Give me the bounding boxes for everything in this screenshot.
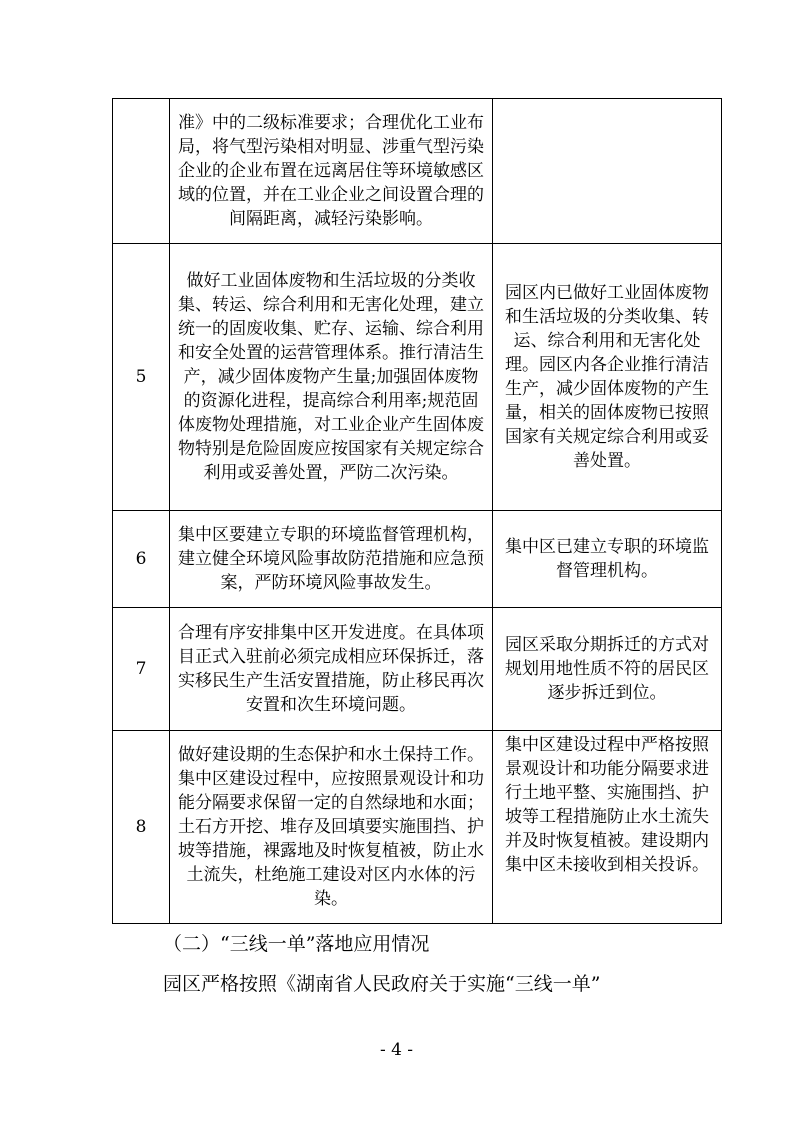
row-number xyxy=(113,99,170,244)
measure-cell xyxy=(170,608,493,731)
measure-cell xyxy=(170,511,493,608)
measure-cell xyxy=(170,99,493,244)
status-cell xyxy=(493,731,722,924)
table-row xyxy=(113,511,722,608)
body-paragraph: 园区严格按照《湖南省人民政府关于实施“三线一单” xyxy=(163,973,601,995)
status-text: 集中区已建立专职的环境监督管理机构。 xyxy=(505,537,709,581)
measure-text: 合理有序安排集中区开发进度。在具体项目正式入驻前必须完成相应环保拆迁，落实移民生产生活安置措施，防止移民再次安置和次生环境问题。 xyxy=(178,623,484,715)
table-row xyxy=(113,244,722,511)
row-number: 8 xyxy=(113,731,170,924)
measure-cell xyxy=(170,731,493,924)
status-text: 园区内已做好工业固体废物和生活垃圾的分类收集、转运、综合利用和无害化处理。园区内各企业推行清洁生产，减少固体废物的产生量，相关的固体废物已按照国家有关规定综合利用或妥善处置。 xyxy=(505,283,709,471)
status-text: 集中区建设过程中严格按照景观设计和功能分隔要求进行土地平整、实施围挡、护坡等工程措施防止水土流失并及时恢复植被。建设期内集中区未接收到相关投诉。 xyxy=(505,735,709,875)
table-row xyxy=(113,731,722,924)
measure-cell xyxy=(170,244,493,511)
status-text: 园区采取分期拆迁的方式对规划用地性质不符的居民区逐步拆迁到位。 xyxy=(505,635,709,703)
measure-text: 做好建设期的生态保护和水土保持工作。集中区建设过程中，应按照景观设计和功能分隔要求保留一定的自然绿地和水面；土石方开挖、堆存及回填要实施围挡、护坡等措施，裸露地及时恢复植被，防止水土流失，杜绝施工建设对区内水体的污染。 xyxy=(178,745,484,909)
row-number: 5 xyxy=(113,244,170,511)
measure-text: 集中区要建立专职的环境监督管理机构，建立健全环境风险事故防范措施和应急预案，严防环境风险事故发生。 xyxy=(178,525,484,593)
table-row xyxy=(113,608,722,731)
measures-table xyxy=(112,98,722,924)
page-number: - 4 - xyxy=(379,1040,414,1060)
row-number: 7 xyxy=(113,608,170,731)
section-heading: （二）“三线一单”落地应用情况 xyxy=(163,933,430,955)
status-cell xyxy=(493,244,722,511)
status-cell xyxy=(493,99,722,244)
table-row xyxy=(113,99,722,244)
measure-text: 准》中的二级标准要求；合理优化工业布局，将气型污染相对明显、涉重气型污染企业的企业布置在远离居住等环境敏感区域的位置，并在工业企业之间设置合理的间隔距离，减轻污染影响。 xyxy=(178,113,484,229)
status-cell xyxy=(493,511,722,608)
status-cell xyxy=(493,608,722,731)
row-number: 6 xyxy=(113,511,170,608)
measure-text: 做好工业固体废物和生活垃圾的分类收集、转运、综合利用和无害化处理，建立统一的固废收集、贮存、运输、综合利用和安全处置的运营管理体系。推行清洁生产，减少固体废物产生量;加强固体废物的资源化进程，提高综合利用率;规范固体废物处理措施，对工业企业产生固体废物特别是危险固废应按国家有关规定综合利用或妥善处置，严防二次污染。 xyxy=(178,271,484,483)
